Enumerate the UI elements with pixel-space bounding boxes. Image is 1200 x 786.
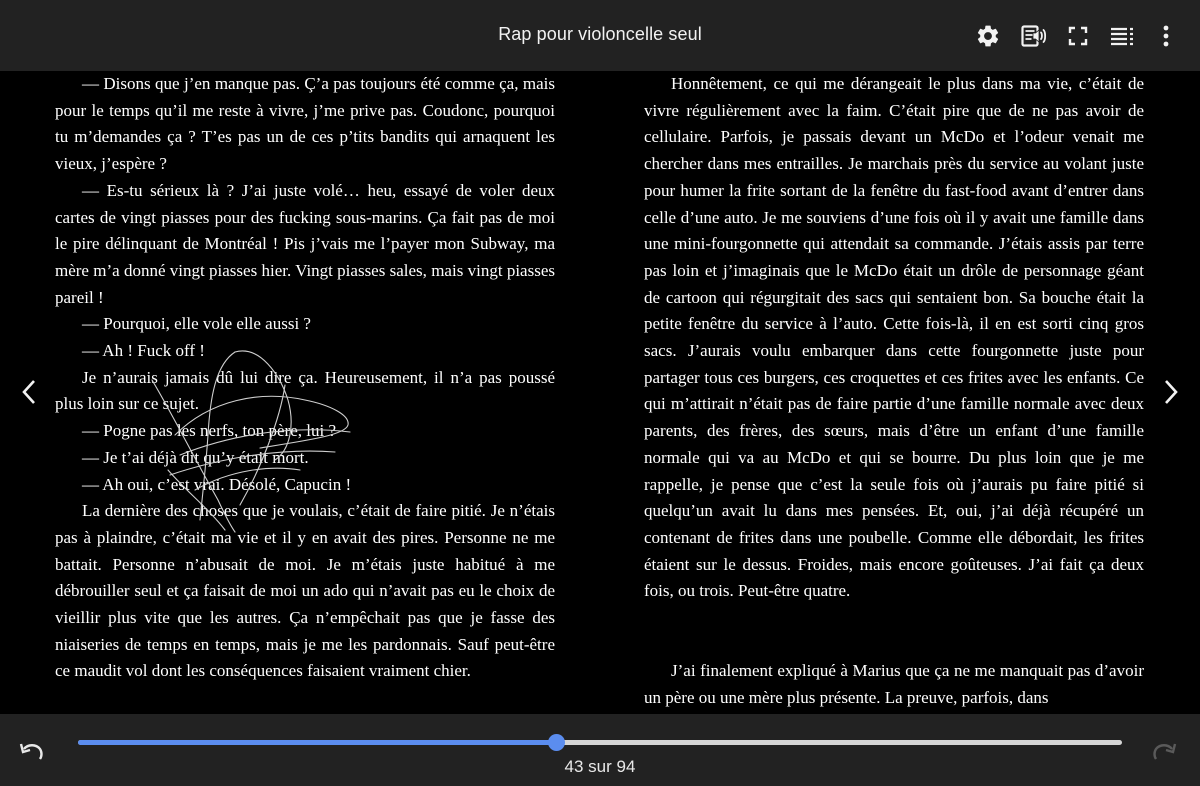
progress-thumb[interactable]	[548, 734, 565, 751]
right-page	[644, 71, 1144, 711]
paragraph: — Pourquoi, elle vole elle aussi ?	[82, 314, 311, 334]
text-to-speech-icon[interactable]	[1015, 18, 1051, 54]
book-title: Rap pour violoncelle seul	[498, 24, 702, 44]
progress-slider[interactable]	[78, 740, 1122, 745]
bottom-toolbar	[0, 714, 1200, 786]
paragraph: — Disons que j’en manque pas. Ç’a pas toujours été comme ça, mais pour le temps qu’il me reste à vivre, j’me prive pas. Coudonc, pourquoi tu m’demandes ça ? T’es pas un de ces p’tits bandits qui arnaquent les vieux, j’espère ?	[55, 74, 555, 174]
gear-icon[interactable]	[970, 18, 1006, 54]
paragraph: — Es-tu sérieux là ? J’ai juste volé… heu, essayé de voler deux cartes de vingt piasses pour des fucking sous-marins. Ça fait pas de moi le pire délinquant de Montréal ! Pis j’vais me l’payer mon Subway, ma mère m’a donné vingt piasses hier. Vingt piasses sales, mais vingt piasses pareil !	[55, 180, 555, 307]
previous-page-button[interactable]	[9, 372, 49, 412]
paragraph: — Je t’ai déjà dit qu’y était mort.	[82, 447, 309, 467]
fullscreen-icon[interactable]	[1060, 18, 1096, 54]
table-of-contents-icon[interactable]	[1104, 18, 1140, 54]
paragraph: J’ai finalement expliqué à Marius que ça ne me manquait pas d’avoir un père ou une mère plus présente. La preuve, parfois, dans	[644, 661, 1144, 707]
paragraph: Honnêtement, ce qui me dérangeait le plus dans ma vie, c’était de vivre régulièrement avec la faim. C’était pire que de ne pas avoir de cellulaire. Parfois, je passais devant un McDo et l’odeur venait me chercher dans mes entrailles. Je marchais près du service au volant juste pour humer la frite sortant de la fenêtre du fast-food avant d’entrer dans celle d’une auto. Je me souviens d’une fois où il y avait une famille dans une mini-fourgonnette qui attendait sa commande. J’étais assis par terre pas loin et j’imaginais que le McDo était un drôle de personnage géant de cartoon qui régurgitait des sacs qui sentaient bon. Sa bouche était la petite fenêtre du service à l’auto. Cette fois-là, il en est sorti cinq gros sacs. J’aurais voulu embarquer dans cette fourgonnette juste pour partager tous ces burgers, ces croquettes et ces frites avec les enfants. Ce qui m’attirait n’était pas de faire partie d’une famille normale avec deux parents, des frères, des sœurs, mais d’être un enfant d’une famille normale qui va au McDo et qui se bourre. Du plus loin que je me rappelle, je pense que c’est la seule fois où j’aurais pu faire pitié si quelqu’un avait lu dans mes pensées. Et, oui, j’ai déjà récupéré un contenant de frites dans une poubelle. Comme elle débordait, les frites étaient sur le dessus. Froides, mais encore goûteuses. J’ai fait ça deux fois, ou trois. Peut-être quatre.	[644, 74, 1144, 601]
paragraph: La dernière des choses que je voulais, c’était de faire pitié. Je n’étais pas à plaindre, c’était ma vie et il y en avait des pires. Personne ne me battait. Personne n’abusait de moi. Je m’étais juste habitué à me débrouiller seul et ça faisait de moi un ado qui n’avait pas eu le choix de vieillir plus vite que les autres. Ça n’empêchait pas que je fasse des niaiseries de temps en temps, mais je me les pardonnais. Sauf peut-être ce maudit vol dont les conséquences faisaient vraiment chier.	[55, 501, 555, 681]
top-toolbar	[0, 0, 1200, 71]
next-page-button[interactable]	[1151, 372, 1191, 412]
chevron-right-icon	[1163, 379, 1179, 405]
paragraph: — Pogne pas les nerfs, ton père, lui ?	[82, 421, 336, 441]
redo-icon	[1150, 740, 1178, 764]
paragraph: Je n’aurais jamais dû lui dire ça. Heureusement, il n’a pas poussé plus loin sur ce sujet.	[55, 367, 555, 414]
redo-button[interactable]	[1150, 740, 1182, 772]
progress-fill	[78, 740, 556, 745]
paragraph: — Ah oui, c’est vrai. Désolé, Capucin !	[82, 474, 352, 494]
paragraph: — Ah ! Fuck off !	[82, 341, 205, 361]
left-page	[55, 71, 555, 685]
page-indicator: 43 sur 94	[564, 757, 636, 776]
chevron-left-icon	[21, 379, 37, 405]
more-vert-icon[interactable]	[1148, 18, 1184, 54]
